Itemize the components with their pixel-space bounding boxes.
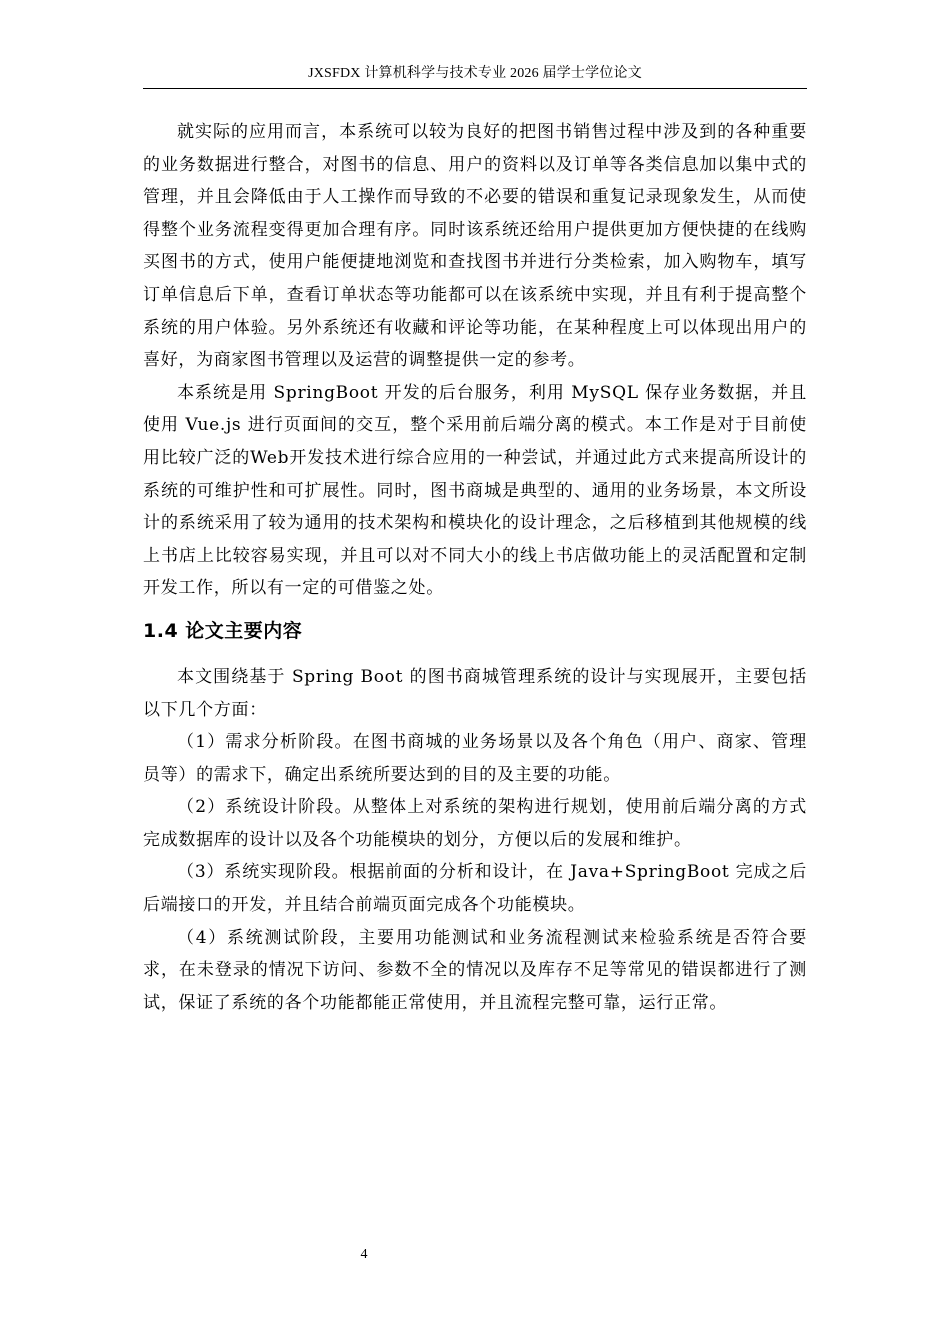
page-header: [143, 64, 807, 89]
list-item-testing: （4）系统测试阶段，主要用功能测试和业务流程测试来检验系统是否符合要求，在未登录的情况下访问、参数不全的情况以及库存不足等常见的错误都进行了测试，保证了系统的各个功能都能正常使用，并且流程完整可靠，运行正常。: [143, 927, 807, 1013]
header-title: JXSFDX 计算机科学与技术专业 2026 届学士学位论文: [308, 66, 642, 81]
list-item-implementation: （3）系统实现阶段。根据前面的分析和设计，在 Java+SpringBoot 完成之后后端接口的开发，并且结合前端页面完成各个功能模块。: [143, 862, 807, 916]
body-text: [143, 116, 807, 1019]
list-item-design: （2）系统设计阶段。从整体上对系统的架构进行规划，使用前后端分离的方式完成数据库的设计以及各个功能模块的划分，方便以后的发展和维护。: [143, 797, 807, 850]
paragraph-intro: 本文围绕基于 Spring Boot 的图书商城管理系统的设计与实现展开，主要包括以下几个方面：: [143, 666, 807, 720]
list-item-requirements: （1）需求分析阶段。在图书商城的业务场景以及各个角色（用户、商家、管理员等）的需求下，确定出系统所要达到的目的及主要的功能。: [143, 732, 807, 785]
section-heading: 1.4 论文主要内容: [143, 619, 303, 642]
paragraph-application-value: 就实际的应用而言，本系统可以较为良好的把图书销售过程中涉及到的各种重要的业务数据进行整合，对图书的信息、用户的资料以及订单等各类信息加以集中式的管理，并且会降低由于人工操作而导致的不必要的错误和重复记录现象发生，从而使得整个业务流程变得更加合理有序。同时该系统还给用户提供更加方便快捷的在线购买图书的方式，使用户能便捷地浏览和查找图书并进行分类检索，加入购物车，填写订单信息后下单，查看订单状态等功能都可以在该系统中实现，并且有利于提高整个系统的用户体验。另外系统还有收藏和评论等功能，在某种程度上可以体现出用户的喜好，为商家图书管理以及运营的调整提供一定的参考。: [143, 122, 807, 371]
page-number: 4: [360, 1247, 368, 1262]
paragraph-tech-stack: 本系统是用 SpringBoot 开发的后台服务，利用 MySQL 保存业务数据，并且使用 Vue.js 进行页面间的交互，整个采用前后端分离的模式。本工作是对于目前使用比较广泛的Web开发技术进行综合应用的一种尝试，并通过此方式来提高所设计的系统的可维护性和可扩展性。同时，图书商城是典型的、通用的业务场景，本文所设计的系统采用了较为通用的技术架构和模块化的设计理念，之后移植到其他规模的线上书店上比较容易实现，并且可以对不同大小的线上书店做功能上的灵活配置和定制开发工作，所以有一定的可借鉴之处。: [143, 382, 807, 599]
